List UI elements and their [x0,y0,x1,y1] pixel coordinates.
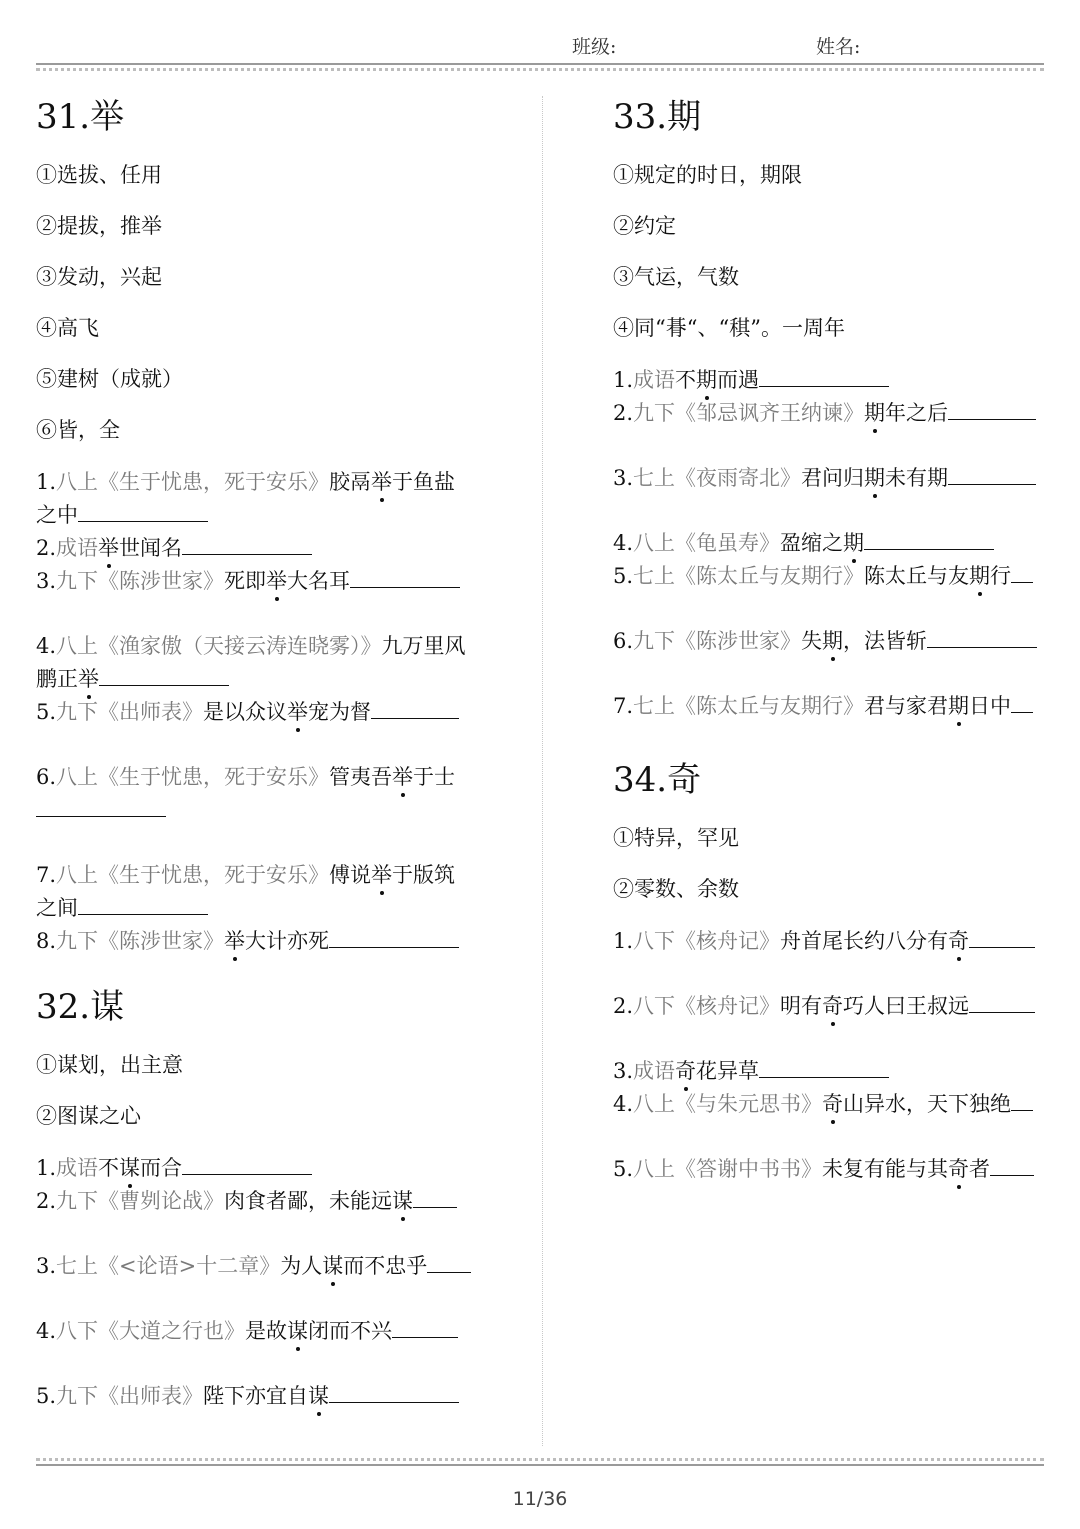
meaning-item: ①特异，罕见 [613,826,739,850]
example-number: 6. [613,629,634,653]
example-item [36,925,472,958]
example-source: 九下《陈涉世家》 [56,929,225,953]
example-text-after: 巧人曰王叔远 [843,994,970,1018]
example-number: 1. [36,1156,57,1180]
example-number: 1. [613,929,634,953]
answer-blank[interactable] [864,528,994,550]
example-source: 八上《与朱元思书》 [633,1092,823,1116]
section-34 [613,755,1049,1186]
example-text-after: 而不忠乎 [343,1254,428,1278]
answer-blank[interactable] [329,926,459,948]
class-label: 班级: [572,36,617,58]
example-source: 七上《夜雨寄北》 [633,466,802,490]
example-text-after: 日中 [969,694,1012,718]
answer-blank[interactable] [371,697,459,719]
answer-blank[interactable] [78,500,208,522]
answer-blank[interactable] [1011,1089,1033,1111]
example-item [613,925,1049,958]
example-text-after: ，法皆斩 [843,629,928,653]
example-source: 八上《生于忧患，死于安乐》 [56,765,330,789]
answer-blank[interactable] [78,893,208,915]
answer-blank[interactable] [927,626,1037,648]
example-source: 八上《龟虽寿》 [633,531,781,555]
example-text-after: 花异草 [696,1059,760,1083]
emphasized-character: 期 [843,531,865,555]
meaning-item: ⑥皆，全 [36,418,120,442]
example-text-after: 而遇 [717,368,760,392]
example-item [613,990,1049,1023]
example-text-after: 年之后 [885,401,949,425]
example-number: 7. [613,694,634,718]
example-text-after: 者 [969,1157,991,1181]
meaning-item: ⑤建树（成就） [36,367,183,391]
example-source: 八下《大道之行也》 [56,1319,246,1343]
example-item [36,630,472,696]
example-source: 八上《渔家傲（天接云涛连晓雾）》 [56,634,382,658]
meaning-list [36,1040,472,1142]
example-source: 成语 [633,1059,676,1083]
example-number: 6. [36,765,57,789]
emphasized-character: 举 [98,536,120,560]
example-text-before: 是以众议 [203,700,288,724]
left-column [36,92,472,1437]
example-text-before: 君问归 [801,466,865,490]
example-text-after: 大计亦死 [245,929,330,953]
example-text-before: 不 [675,368,697,392]
example-text-before: 陛下亦宜自 [203,1384,309,1408]
example-item [613,364,1049,397]
answer-blank[interactable] [413,1186,457,1208]
example-text-before: 肉食者鄙，未能远 [224,1189,393,1213]
emphasized-character: 期 [822,629,844,653]
example-source: 七上《陈太丘与友期行》 [633,694,865,718]
emphasized-character: 谋 [392,1189,414,1213]
example-source: 八上《生于忧患，死于安乐》 [56,470,330,494]
example-number: 4. [613,1092,634,1116]
example-item [36,761,472,827]
example-text-after: 于版筑之间 [36,863,456,920]
example-text-before: 盈缩之 [780,531,844,555]
answer-blank[interactable] [392,1316,458,1338]
column-divider [542,96,543,1446]
example-item [613,1088,1049,1121]
meaning-list [613,813,1049,915]
example-item [613,560,1049,593]
answer-blank[interactable] [969,926,1035,948]
example-source: 八上《答谢中书书》 [633,1157,823,1181]
example-number: 5. [36,700,57,724]
example-number: 4. [613,531,634,555]
example-text-before: 管夷吾 [329,765,393,789]
header [0,30,1080,60]
section-33 [613,92,1049,723]
example-text-before: 死即 [224,569,267,593]
page-number: 11/36 [512,1488,568,1510]
example-number: 3. [613,1059,634,1083]
meaning-item: ②图谋之心 [36,1104,141,1128]
example-text-before: 舟首尾长约八分有 [780,929,949,953]
emphasized-character: 谋 [119,1156,141,1180]
emphasized-character: 期 [969,564,991,588]
example-text-after: 闭而不兴 [308,1319,393,1343]
emphasized-character: 奇 [822,1092,844,1116]
emphasized-character: 奇 [675,1059,697,1083]
header-rule [36,63,1044,71]
section-32 [36,982,472,1413]
meaning-item: ①谋划，出主意 [36,1053,183,1077]
footer-rule [36,1458,1044,1466]
meaning-list [613,150,1049,354]
example-source: 八上《生于忧患，死于安乐》 [56,863,330,887]
emphasized-character: 期 [864,401,886,425]
example-text-after: 未有期 [885,466,949,490]
word-title: 31.举 [36,97,125,137]
example-text-before: 胶鬲 [329,470,372,494]
example-text-after: 于士 [413,765,456,789]
example-text-before: 君与家君 [864,694,949,718]
example-text-after: 大名耳 [287,569,351,593]
example-source: 成语 [56,536,99,560]
emphasized-character: 谋 [308,1384,330,1408]
answer-blank[interactable] [1011,561,1033,583]
meaning-item: ①选拔、任用 [36,163,162,187]
example-source: 九下《邹忌讽齐王纳谏》 [633,401,865,425]
example-text-after: 行 [990,564,1012,588]
example-text-before: 未复有能与其 [822,1157,949,1181]
example-item [36,1250,472,1283]
example-number: 3. [36,569,57,593]
meaning-item: ②约定 [613,214,676,238]
example-item [36,1380,472,1413]
example-source: 八下《核舟记》 [633,994,781,1018]
example-text-before: 为人 [280,1254,323,1278]
example-source: 九下《出师表》 [56,700,204,724]
answer-blank[interactable] [1011,691,1033,713]
answer-blank[interactable] [759,365,889,387]
answer-blank[interactable] [182,1153,312,1175]
word-title: 32.谋 [36,987,125,1027]
section-31 [36,92,472,958]
example-number: 5. [613,564,634,588]
example-text-before: 陈太丘与友 [864,564,970,588]
answer-blank[interactable] [990,1154,1034,1176]
example-number: 4. [36,634,57,658]
example-number: 2. [36,1189,57,1213]
emphasized-character: 举 [78,667,99,691]
example-text-after: 而合 [140,1156,183,1180]
example-text-before: 明有 [780,994,823,1018]
emphasized-character: 奇 [822,994,844,1018]
example-text-after: 宠为督 [308,700,372,724]
example-text-before: 九万里风鹏正 [36,634,466,691]
example-source: 九下《陈涉世家》 [633,629,802,653]
example-text-after: 山异水，天下独绝 [843,1092,1012,1116]
example-number: 7. [36,863,57,887]
example-number: 2. [613,401,634,425]
example-item [36,1185,472,1218]
example-text-after: 世闻名 [119,536,183,560]
example-text-before: 傅说 [329,863,372,887]
example-item [613,625,1049,658]
emphasized-character: 期 [864,466,886,490]
example-item [36,1315,472,1348]
example-number: 1. [613,368,634,392]
example-item [36,565,472,598]
example-list [36,466,472,958]
example-item [36,696,472,729]
example-source: 成语 [633,368,676,392]
emphasized-character: 期 [948,694,970,718]
example-item [613,1153,1049,1186]
word-title: 33.期 [613,97,702,137]
meaning-item: ③发动，兴起 [36,265,162,289]
emphasized-character: 举 [371,863,393,887]
example-item [613,397,1049,430]
example-source: 九下《曹刿论战》 [56,1189,225,1213]
answer-blank[interactable] [350,566,460,588]
emphasized-character: 谋 [322,1254,344,1278]
example-list [613,364,1049,723]
word-title: 34.奇 [613,760,702,800]
example-number: 2. [613,994,634,1018]
emphasized-character: 举 [392,765,414,789]
emphasized-character: 举 [371,470,393,494]
example-number: 5. [613,1157,634,1181]
example-source: 成语 [56,1156,99,1180]
emphasized-character: 举 [266,569,288,593]
example-item [36,532,472,565]
example-source: 九下《出师表》 [56,1384,204,1408]
example-text-before: 失 [801,629,823,653]
example-source: 九下《陈涉世家》 [56,569,225,593]
emphasized-character: 谋 [287,1319,309,1343]
answer-blank[interactable] [36,795,166,817]
emphasized-character: 举 [287,700,309,724]
example-source: 八下《核舟记》 [633,929,781,953]
answer-blank[interactable] [948,463,1036,485]
emphasized-character: 举 [224,929,246,953]
example-item [613,462,1049,495]
answer-blank[interactable] [759,1056,889,1078]
example-number: 3. [613,466,634,490]
answer-blank[interactable] [99,664,229,686]
example-item [613,690,1049,723]
example-number: 1. [36,470,57,494]
emphasized-character: 奇 [948,1157,970,1181]
example-source: 七上《陈太丘与友期行》 [633,564,865,588]
meaning-item: ①规定的时日，期限 [613,163,802,187]
meaning-item: ③气运，气数 [613,265,739,289]
example-number: 3. [36,1254,57,1278]
example-number: 8. [36,929,57,953]
example-text-before: 是故 [245,1319,288,1343]
example-item [36,859,472,925]
example-source: 七上《<论语>十二章》 [56,1254,281,1278]
example-item [613,1055,1049,1088]
answer-blank[interactable] [427,1251,471,1273]
meaning-item: ④高飞 [36,316,99,340]
right-column [613,92,1049,1210]
meaning-item: ②零数、余数 [613,877,739,901]
emphasized-character: 期 [696,368,718,392]
example-number: 4. [36,1319,57,1343]
example-item [613,527,1049,560]
example-list [613,925,1049,1186]
example-number: 5. [36,1384,57,1408]
meaning-list [36,150,472,456]
example-item [36,1152,472,1185]
emphasized-character: 奇 [948,929,970,953]
example-number: 2. [36,536,57,560]
example-text-after: 于鱼盐之中 [36,470,456,527]
meaning-item: ②提拔，推举 [36,214,162,238]
example-list [36,1152,472,1413]
answer-blank[interactable] [948,398,1036,420]
answer-blank[interactable] [182,533,312,555]
example-item [36,466,472,532]
answer-blank[interactable] [329,1381,459,1403]
meaning-item: ④同“朞“、“稘”。一周年 [613,316,845,340]
answer-blank[interactable] [969,991,1035,1013]
example-text-before: 不 [98,1156,120,1180]
name-label: 姓名: [816,36,861,58]
